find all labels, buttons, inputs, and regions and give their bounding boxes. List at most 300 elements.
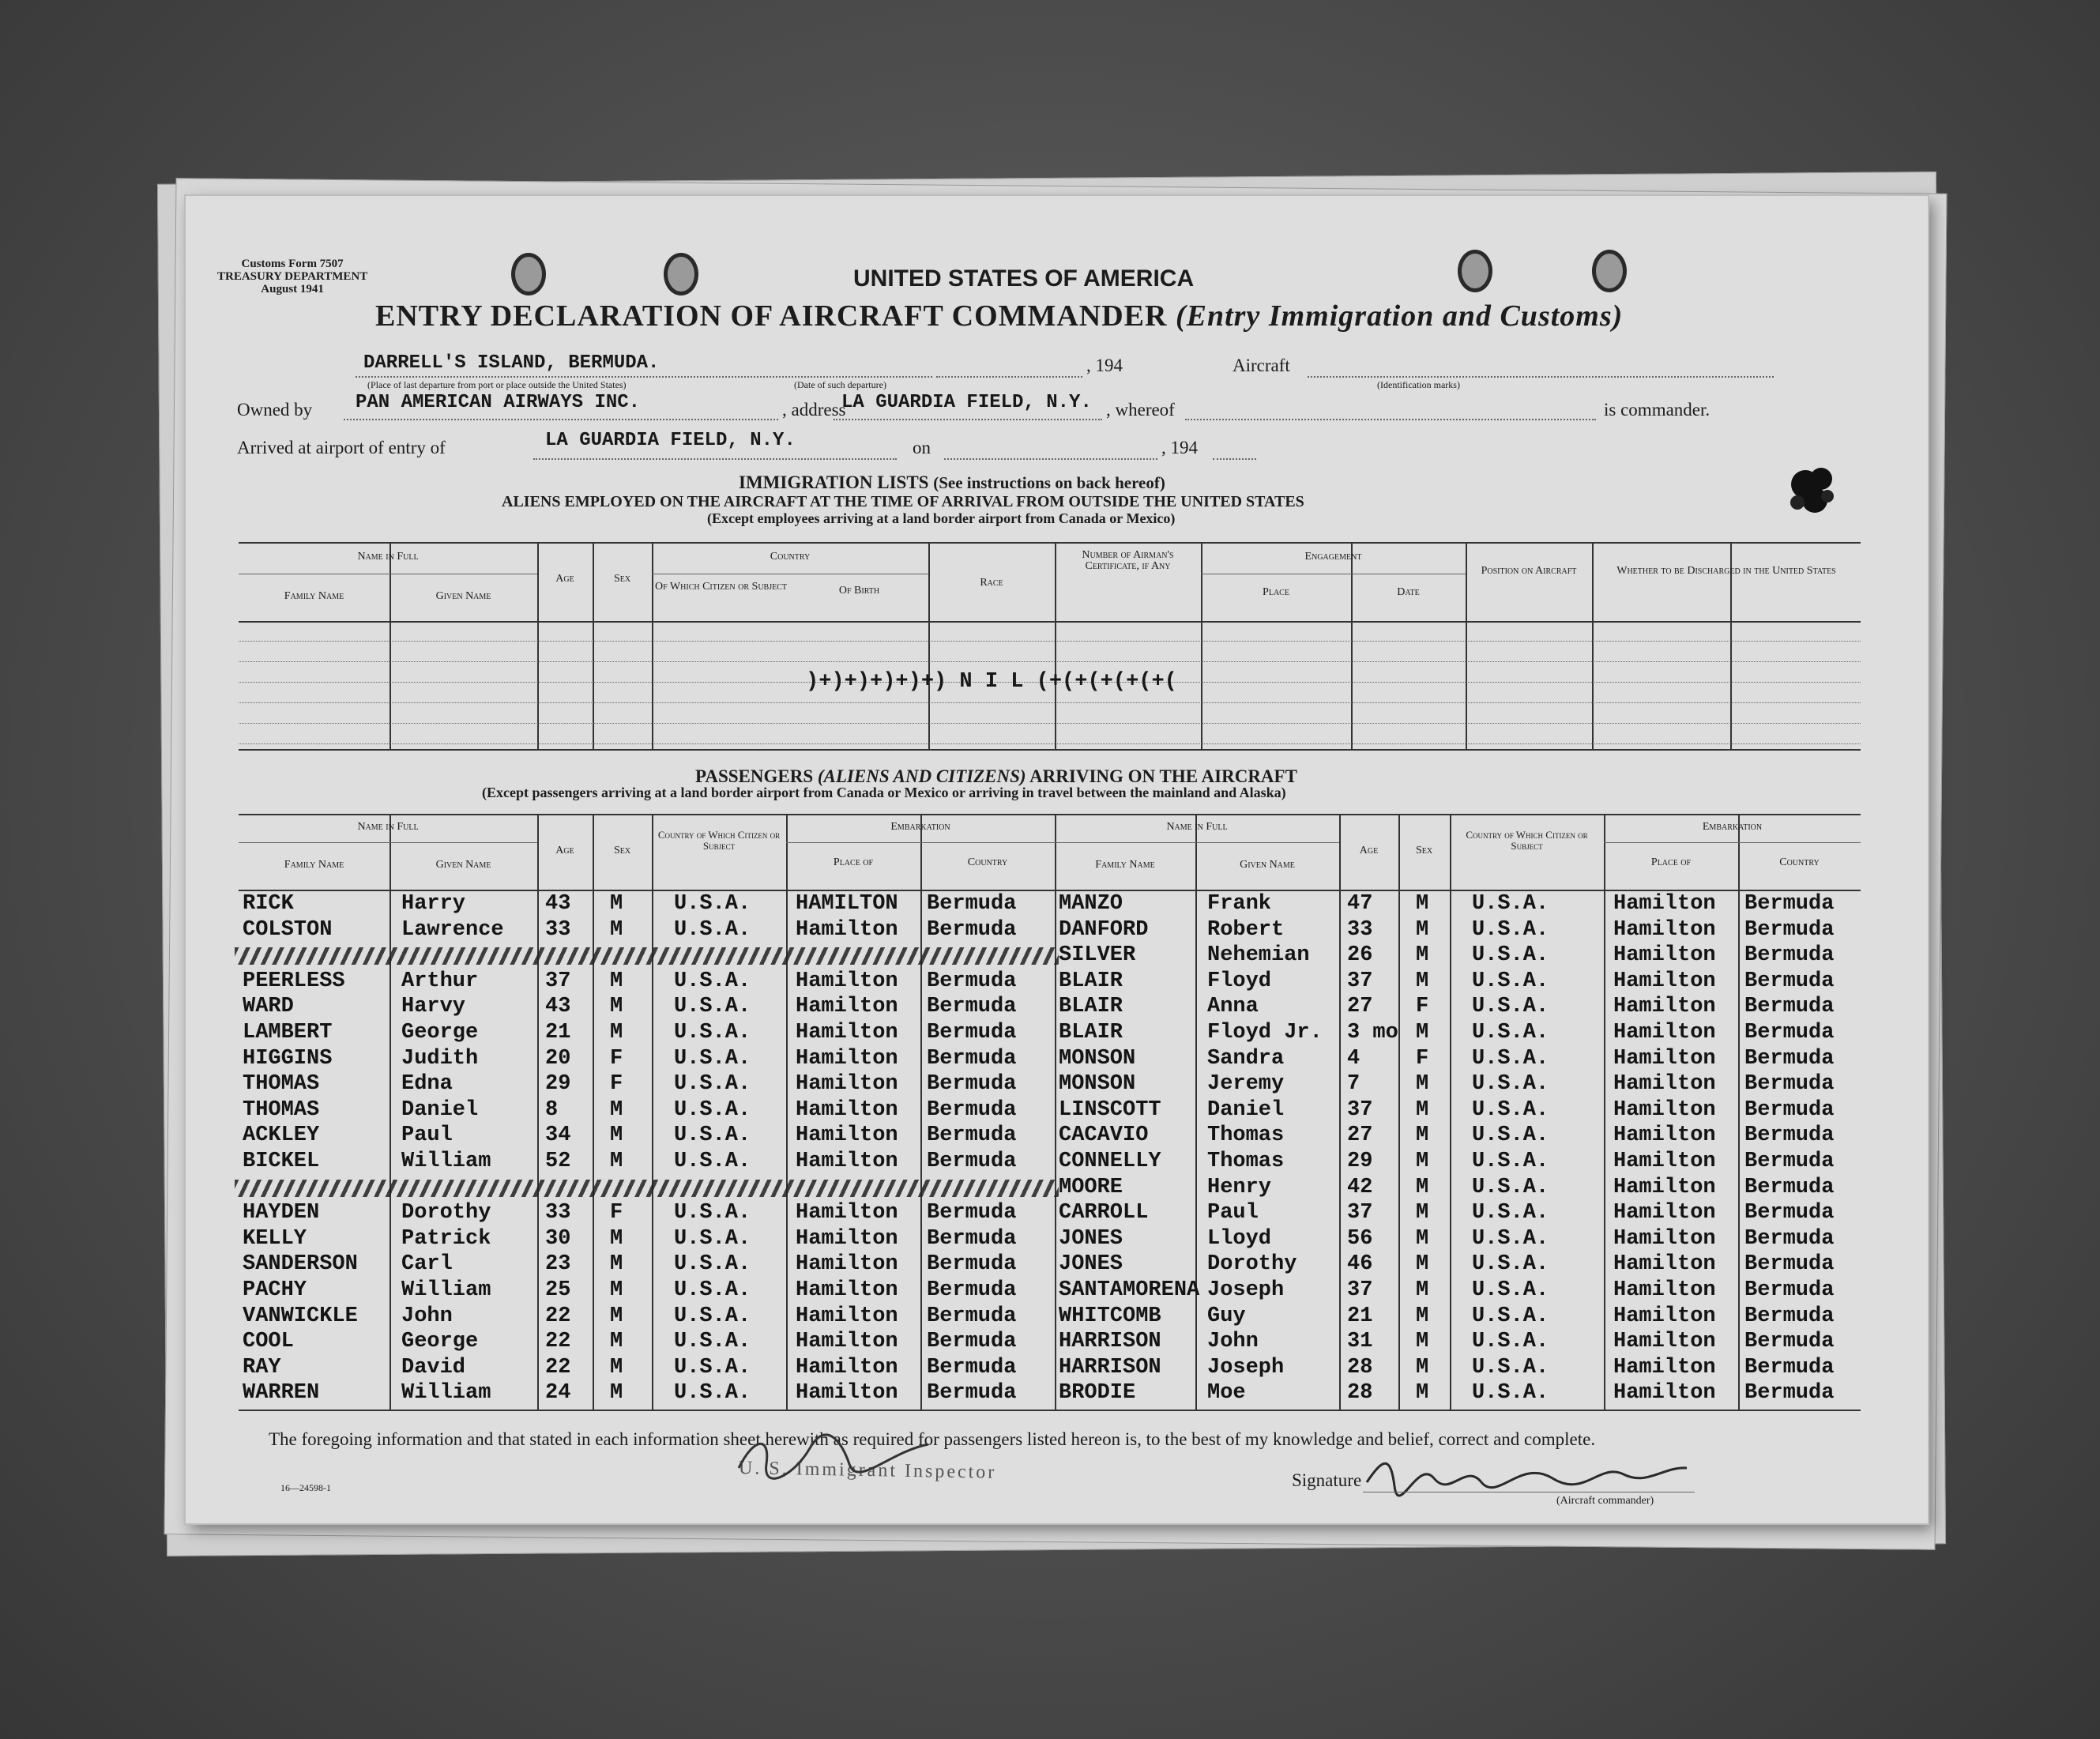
department: TREASURY DEPARTMENT bbox=[217, 270, 368, 283]
place-cell: Hamilton bbox=[1613, 969, 1716, 993]
given-name-cell: Judith bbox=[401, 1046, 479, 1071]
given-name-cell: Carl bbox=[401, 1252, 453, 1277]
arrival-year-line bbox=[1213, 458, 1256, 460]
sex-cell: M bbox=[1416, 1252, 1429, 1277]
family-name-cell: LINSCOTT bbox=[1059, 1097, 1161, 1122]
given-name-cell: Patrick bbox=[401, 1226, 491, 1251]
sex-cell: M bbox=[610, 1252, 623, 1277]
country-cell: Bermuda bbox=[927, 969, 1017, 993]
pass-col-divider bbox=[390, 814, 391, 1410]
owner-address: LA GUARDIA FIELD, N.Y. bbox=[841, 392, 1092, 413]
country-cell: Bermuda bbox=[927, 1381, 1017, 1406]
departure-place-caption: (Place of last departure from port or place outside the United States) bbox=[367, 379, 627, 390]
pass-col-divider bbox=[1604, 814, 1605, 1410]
family-name-cell: MONSON bbox=[1059, 1046, 1136, 1071]
country-cell: Bermuda bbox=[1744, 917, 1835, 942]
country-cell: Bermuda bbox=[927, 1201, 1017, 1225]
aliens-col-position: Position on Aircraft bbox=[1481, 565, 1577, 577]
given-name-cell: George bbox=[401, 1330, 479, 1354]
sex-cell: M bbox=[1416, 1097, 1429, 1122]
pass-right-col-family-name: Family Name bbox=[1095, 859, 1155, 871]
aliens-col-place: Place bbox=[1263, 586, 1289, 598]
arrival-airport-line bbox=[533, 458, 897, 460]
signature-caption: (Aircraft commander) bbox=[1556, 1495, 1654, 1507]
place-cell: Hamilton bbox=[1613, 1278, 1716, 1302]
punch-hole bbox=[1458, 250, 1492, 292]
given-name-cell: Arthur bbox=[401, 969, 479, 993]
whereof-label: , whereof bbox=[1106, 400, 1175, 420]
country-cell: Bermuda bbox=[927, 1252, 1017, 1277]
pass-name-sub bbox=[1055, 842, 1339, 843]
given-name-cell: Joseph bbox=[1207, 1278, 1285, 1302]
sex-cell: M bbox=[610, 1150, 623, 1173]
form-footer-code: 16—24598-1 bbox=[280, 1482, 331, 1493]
family-name-cell: SILVER bbox=[1059, 943, 1136, 968]
pass-col-divider bbox=[1450, 814, 1451, 1410]
pass-left-col-place-of: Place of bbox=[833, 856, 874, 868]
sex-cell: M bbox=[1416, 892, 1429, 916]
family-name-cell: BRODIE bbox=[1059, 1381, 1136, 1406]
place-cell: Hamilton bbox=[1613, 1175, 1716, 1199]
place-cell: Hamilton bbox=[1613, 943, 1716, 968]
aliens-header-bottom bbox=[239, 621, 1861, 623]
country-cell: Bermuda bbox=[1744, 1046, 1835, 1071]
sex-cell: M bbox=[1416, 1072, 1429, 1097]
country-cell: Bermuda bbox=[1744, 1021, 1835, 1045]
pass-left-col-citizen: Country of Which Citizen or Subject bbox=[657, 829, 781, 852]
country-cell: Bermuda bbox=[927, 1072, 1017, 1097]
place-cell: Hamilton bbox=[796, 1046, 898, 1071]
citizen-cell: U.S.A. bbox=[674, 995, 751, 1019]
pass-left-col-family-name: Family Name bbox=[284, 859, 344, 871]
given-name-cell: Jeremy bbox=[1207, 1072, 1285, 1097]
sex-cell: M bbox=[1416, 1021, 1429, 1045]
citizen-cell: U.S.A. bbox=[1472, 1124, 1549, 1148]
ink-blot bbox=[1782, 457, 1845, 528]
country-cell: Bermuda bbox=[927, 1046, 1017, 1071]
sex-cell: F bbox=[610, 1046, 623, 1071]
place-cell: Hamilton bbox=[796, 1355, 898, 1380]
family-name-cell: BLAIR bbox=[1059, 1021, 1123, 1045]
family-name-cell: HAYDEN bbox=[243, 1201, 320, 1225]
citizen-cell: U.S.A. bbox=[1472, 1072, 1549, 1097]
sex-cell: M bbox=[610, 1355, 623, 1380]
country-cell: Bermuda bbox=[927, 1304, 1017, 1328]
pass-left-col-given-name: Given Name bbox=[435, 859, 491, 871]
citizen-cell: U.S.A. bbox=[1472, 1252, 1549, 1277]
citizen-cell: U.S.A. bbox=[674, 1072, 751, 1097]
pass-col-divider bbox=[1738, 814, 1740, 1410]
given-name-cell: William bbox=[401, 1150, 491, 1173]
citizen-cell: U.S.A. bbox=[674, 1150, 751, 1173]
family-name-cell: HARRISON bbox=[1059, 1330, 1161, 1354]
departure-place-line bbox=[356, 376, 932, 378]
sex-cell: M bbox=[610, 1097, 623, 1122]
citizen-cell: U.S.A. bbox=[1472, 995, 1549, 1019]
family-name-cell: COOL bbox=[243, 1330, 294, 1354]
aliens-row-line bbox=[239, 641, 1861, 642]
passengers-note: (Except passengers arriving at a land border airport from Canada or Mexico or arriving in travel between the mainland and Alaska) bbox=[482, 785, 1286, 800]
passengers-title-rest: ARRIVING ON THE AIRCRAFT bbox=[1029, 766, 1297, 786]
aircraft-caption: (Identification marks) bbox=[1377, 379, 1460, 390]
aliens-col-name-in-full: Name in Full bbox=[357, 551, 419, 563]
family-name-cell: BICKEL bbox=[243, 1150, 320, 1173]
age-cell: 56 bbox=[1347, 1226, 1373, 1251]
place-cell: Hamilton bbox=[796, 1097, 898, 1122]
age-cell: 25 bbox=[545, 1278, 571, 1302]
sex-cell: M bbox=[610, 1304, 623, 1328]
aliens-col-sex: Sex bbox=[613, 573, 631, 585]
country-cell: Bermuda bbox=[1744, 1175, 1835, 1199]
passengers-title: PASSENGERS bbox=[695, 766, 814, 786]
form-id-block bbox=[217, 258, 367, 295]
given-name-cell: Floyd Jr. bbox=[1207, 1021, 1323, 1045]
punch-hole bbox=[664, 253, 698, 295]
sex-cell: M bbox=[1416, 1201, 1429, 1225]
aliens-row-line bbox=[239, 743, 1861, 744]
age-cell: 43 bbox=[545, 995, 571, 1019]
age-cell: 20 bbox=[545, 1046, 571, 1071]
given-name-cell: William bbox=[401, 1278, 491, 1302]
pass-col-divider bbox=[652, 814, 653, 1410]
given-name-cell: Nehemian bbox=[1207, 943, 1310, 968]
form-number: Customs Form 7507 bbox=[241, 258, 344, 270]
given-name-cell: Dorothy bbox=[1207, 1252, 1297, 1277]
place-cell: Hamilton bbox=[796, 1278, 898, 1302]
immigration-note: (See instructions on back hereof) bbox=[933, 473, 1165, 492]
aliens-heading: ALIENS EMPLOYED ON THE AIRCRAFT AT THE TIME OF ARRIVAL FROM OUTSIDE THE UNITED STATES bbox=[502, 493, 1304, 510]
sex-cell: M bbox=[1416, 917, 1429, 942]
sex-cell: M bbox=[1416, 1381, 1429, 1406]
citizen-cell: U.S.A. bbox=[674, 1021, 751, 1045]
age-cell: 29 bbox=[1347, 1150, 1373, 1173]
citizen-cell: U.S.A. bbox=[674, 1252, 751, 1277]
place-cell: Hamilton bbox=[1613, 1124, 1716, 1148]
place-cell: Hamilton bbox=[796, 1072, 898, 1097]
place-cell: HAMILTON bbox=[796, 892, 898, 916]
citizen-cell: U.S.A. bbox=[674, 1226, 751, 1251]
place-cell: Hamilton bbox=[796, 1201, 898, 1225]
struck-out-row bbox=[235, 1180, 1059, 1197]
aliens-col-discharged: Whether to be Discharged in the United States bbox=[1616, 565, 1836, 577]
citizen-cell: U.S.A. bbox=[674, 1355, 751, 1380]
family-name-cell: KELLY bbox=[243, 1226, 307, 1251]
family-name-cell: CACAVIO bbox=[1059, 1124, 1149, 1148]
given-name-cell: Frank bbox=[1207, 892, 1272, 916]
family-name-cell: THOMAS bbox=[243, 1097, 320, 1122]
arrival-airport: LA GUARDIA FIELD, N.Y. bbox=[545, 430, 796, 451]
family-name-cell: RICK bbox=[243, 892, 294, 916]
pass-col-divider bbox=[920, 814, 922, 1410]
place-cell: Hamilton bbox=[1613, 917, 1716, 942]
given-name-cell: Joseph bbox=[1207, 1355, 1285, 1380]
family-name-cell: LAMBERT bbox=[243, 1021, 333, 1045]
pass-col-divider bbox=[1339, 814, 1341, 1410]
sex-cell: M bbox=[610, 969, 623, 993]
arrival-year: , 194 bbox=[1161, 438, 1198, 457]
aliens-col-race: Race bbox=[980, 577, 1003, 589]
given-name-cell: Henry bbox=[1207, 1175, 1272, 1199]
sex-cell: M bbox=[610, 1226, 623, 1251]
given-name-cell: Lawrence bbox=[401, 917, 504, 942]
immigration-heading bbox=[739, 472, 1165, 493]
country-cell: Bermuda bbox=[1744, 1124, 1835, 1148]
owned-by-label: Owned by bbox=[237, 400, 313, 420]
age-cell: 33 bbox=[545, 1201, 571, 1225]
pass-right-col-citizen: Country of Which Citizen or Subject bbox=[1466, 829, 1588, 852]
citizen-cell: U.S.A. bbox=[1472, 1304, 1549, 1328]
pass-col-divider bbox=[1195, 814, 1197, 1410]
age-cell: 46 bbox=[1347, 1252, 1373, 1277]
country-cell: Bermuda bbox=[1744, 892, 1835, 916]
departure-date-caption: (Date of such departure) bbox=[794, 379, 886, 390]
family-name-cell: BLAIR bbox=[1059, 969, 1123, 993]
arrived-label: Arrived at airport of entry of bbox=[237, 438, 446, 457]
pass-emb-sub bbox=[786, 842, 1055, 843]
place-cell: Hamilton bbox=[1613, 892, 1716, 916]
pass-col-divider bbox=[537, 814, 539, 1410]
family-name-cell: SANTAMORENA bbox=[1059, 1278, 1200, 1302]
country-cell: Bermuda bbox=[927, 892, 1017, 916]
age-cell: 43 bbox=[545, 892, 571, 916]
aliens-col-divider bbox=[928, 542, 930, 749]
sex-cell: M bbox=[610, 1278, 623, 1302]
place-cell: Hamilton bbox=[796, 1381, 898, 1406]
owner-line bbox=[344, 419, 778, 420]
given-name-cell: Robert bbox=[1207, 917, 1285, 942]
country-title: UNITED STATES OF AMERICA bbox=[853, 265, 1195, 292]
aliens-row-line bbox=[239, 702, 1861, 703]
place-cell: Hamilton bbox=[1613, 1097, 1716, 1122]
place-cell: Hamilton bbox=[796, 1150, 898, 1173]
given-name-cell: Paul bbox=[1207, 1201, 1259, 1225]
country-cell: Bermuda bbox=[1744, 1304, 1835, 1328]
family-name-cell: VANWICKLE bbox=[243, 1304, 358, 1328]
pass-table-bottom bbox=[239, 1410, 1861, 1411]
nil-entry: )+)+)+)+)+) N I L (+(+(+(+(+( bbox=[806, 670, 1177, 694]
citizen-cell: U.S.A. bbox=[1472, 1097, 1549, 1122]
citizen-cell: U.S.A. bbox=[674, 1304, 751, 1328]
form-sheet bbox=[186, 196, 1928, 1523]
age-cell: 22 bbox=[545, 1304, 571, 1328]
pass-left-col-embarkation: Embarkation bbox=[890, 821, 950, 833]
age-cell: 28 bbox=[1347, 1381, 1373, 1406]
age-cell: 37 bbox=[1347, 1201, 1373, 1225]
signature-label: Signature bbox=[1292, 1470, 1362, 1490]
pass-header-bottom bbox=[239, 890, 1861, 891]
punch-hole bbox=[1592, 250, 1627, 292]
aliens-col-citizen: Of Which Citizen or Subject bbox=[655, 581, 787, 593]
passengers-title-italic: (ALIENS AND CITIZENS) bbox=[817, 766, 1026, 786]
age-cell: 37 bbox=[545, 969, 571, 993]
pass-right-col-embarkation: Embarkation bbox=[1702, 821, 1763, 833]
family-name-cell: WARD bbox=[243, 995, 294, 1019]
pass-col-divider bbox=[1055, 814, 1056, 1410]
age-cell: 37 bbox=[1347, 969, 1373, 993]
given-name-cell: Harry bbox=[401, 892, 466, 916]
age-cell: 34 bbox=[545, 1124, 571, 1148]
form-title-sub: (Entry Immigration and Customs) bbox=[1175, 299, 1624, 333]
aircraft-line bbox=[1308, 376, 1774, 378]
place-cell: Hamilton bbox=[796, 1124, 898, 1148]
country-cell: Bermuda bbox=[927, 995, 1017, 1019]
place-cell: Hamilton bbox=[796, 995, 898, 1019]
sex-cell: M bbox=[1416, 1124, 1429, 1148]
family-name-cell: COLSTON bbox=[243, 917, 333, 942]
country-cell: Bermuda bbox=[1744, 1355, 1835, 1380]
country-cell: Bermuda bbox=[1744, 943, 1835, 968]
country-cell: Bermuda bbox=[1744, 969, 1835, 993]
commander-signature bbox=[1363, 1451, 1695, 1498]
age-cell: 4 bbox=[1347, 1046, 1360, 1071]
citizen-cell: U.S.A. bbox=[1472, 1046, 1549, 1071]
punch-hole bbox=[511, 253, 546, 295]
given-name-cell: Guy bbox=[1207, 1304, 1246, 1328]
age-cell: 52 bbox=[545, 1150, 571, 1173]
citizen-cell: U.S.A. bbox=[1472, 917, 1549, 942]
commander-line bbox=[1185, 419, 1596, 420]
aliens-note: (Except employees arriving at a land border airport from Canada or Mexico) bbox=[707, 510, 1176, 526]
form-date: August 1941 bbox=[261, 283, 324, 295]
place-cell: Hamilton bbox=[796, 1252, 898, 1277]
place-cell: Hamilton bbox=[1613, 1021, 1716, 1045]
commander-label: is commander. bbox=[1604, 400, 1710, 420]
place-cell: Hamilton bbox=[796, 1304, 898, 1328]
age-cell: 31 bbox=[1347, 1330, 1373, 1354]
sex-cell: M bbox=[610, 1330, 623, 1354]
given-name-cell: Anna bbox=[1207, 995, 1259, 1019]
given-name-cell: Daniel bbox=[1207, 1097, 1285, 1122]
family-name-cell: JONES bbox=[1059, 1226, 1123, 1251]
given-name-cell: George bbox=[401, 1021, 479, 1045]
family-name-cell: CARROLL bbox=[1059, 1201, 1149, 1225]
address-label: , address bbox=[782, 400, 846, 420]
sex-cell: M bbox=[1416, 1226, 1429, 1251]
family-name-cell: JONES bbox=[1059, 1252, 1123, 1277]
sex-cell: M bbox=[610, 1381, 623, 1406]
pass-left-col-country: Country bbox=[967, 856, 1008, 868]
given-name-cell: Edna bbox=[401, 1072, 453, 1097]
country-cell: Bermuda bbox=[1744, 1072, 1835, 1097]
family-name-cell: SANDERSON bbox=[243, 1252, 358, 1277]
country-cell: Bermuda bbox=[1744, 1252, 1835, 1277]
citizen-cell: U.S.A. bbox=[1472, 1355, 1549, 1380]
age-cell: 28 bbox=[1347, 1355, 1373, 1380]
aliens-col-given-name: Given Name bbox=[435, 590, 491, 602]
given-name-cell: David bbox=[401, 1355, 466, 1380]
sex-cell: M bbox=[610, 995, 623, 1019]
aliens-col-engagement: Engagement bbox=[1304, 551, 1362, 563]
age-cell: 7 bbox=[1347, 1072, 1360, 1097]
family-name-cell: WARREN bbox=[243, 1381, 320, 1406]
age-cell: 21 bbox=[1347, 1304, 1373, 1328]
given-name-cell: William bbox=[401, 1381, 491, 1406]
struck-out-row bbox=[235, 947, 1059, 965]
citizen-cell: U.S.A. bbox=[674, 1046, 751, 1071]
place-cell: Hamilton bbox=[1613, 1226, 1716, 1251]
sex-cell: M bbox=[610, 1021, 623, 1045]
country-cell: Bermuda bbox=[927, 1150, 1017, 1173]
certification-statement: The foregoing information and that stated in each information sheet herewith as required for passengers listed hereon is, to the best of my knowledge and belief, correct and complete. bbox=[269, 1429, 1596, 1449]
place-cell: Hamilton bbox=[1613, 1355, 1716, 1380]
age-cell: 33 bbox=[545, 917, 571, 942]
place-cell: Hamilton bbox=[796, 1330, 898, 1354]
age-cell: 21 bbox=[545, 1021, 571, 1045]
age-cell: 37 bbox=[1347, 1278, 1373, 1302]
form-title-main: ENTRY DECLARATION OF AIRCRAFT COMMANDER bbox=[375, 299, 1168, 333]
age-cell: 26 bbox=[1347, 943, 1373, 968]
citizen-cell: U.S.A. bbox=[674, 969, 751, 993]
pass-col-divider bbox=[593, 814, 594, 1410]
family-name-cell: MANZO bbox=[1059, 892, 1123, 916]
owner-name: PAN AMERICAN AIRWAYS INC. bbox=[356, 392, 641, 413]
sex-cell: F bbox=[1416, 995, 1429, 1019]
arrival-date-line bbox=[944, 458, 1157, 460]
immigration-title: IMMIGRATION LISTS bbox=[739, 472, 929, 492]
place-cell: Hamilton bbox=[1613, 1046, 1716, 1071]
country-cell: Bermuda bbox=[1744, 1330, 1835, 1354]
pass-table-top bbox=[239, 814, 1861, 815]
citizen-cell: U.S.A. bbox=[674, 1097, 751, 1122]
place-cell: Hamilton bbox=[1613, 1381, 1716, 1406]
family-name-cell: PEERLESS bbox=[243, 969, 345, 993]
given-name-cell: John bbox=[401, 1304, 453, 1328]
age-cell: 22 bbox=[545, 1330, 571, 1354]
sex-cell: M bbox=[1416, 1278, 1429, 1302]
aliens-col-country: Country bbox=[770, 551, 811, 563]
citizen-cell: U.S.A. bbox=[1472, 892, 1549, 916]
country-cell: Bermuda bbox=[1744, 1150, 1835, 1173]
pass-emb-sub bbox=[1604, 842, 1861, 843]
pass-left-col-sex: Sex bbox=[613, 845, 631, 856]
age-cell: 23 bbox=[545, 1252, 571, 1277]
age-cell: 30 bbox=[545, 1226, 571, 1251]
sex-cell: M bbox=[610, 1124, 623, 1148]
family-name-cell: WHITCOMB bbox=[1059, 1304, 1161, 1328]
aliens-table-top bbox=[239, 542, 1861, 544]
aliens-col-certificate: Number of Airman's Certificate, if Any bbox=[1082, 549, 1174, 572]
sex-cell: F bbox=[610, 1072, 623, 1097]
country-cell: Bermuda bbox=[927, 1355, 1017, 1380]
country-cell: Bermuda bbox=[1744, 1278, 1835, 1302]
aliens-col-family-name: Family Name bbox=[284, 590, 344, 602]
sex-cell: M bbox=[1416, 1150, 1429, 1173]
family-name-cell: DANFORD bbox=[1059, 917, 1149, 942]
aliens-col-date: Date bbox=[1397, 586, 1420, 598]
sex-cell: M bbox=[1416, 969, 1429, 993]
country-cell: Bermuda bbox=[1744, 1381, 1835, 1406]
citizen-cell: U.S.A. bbox=[674, 1330, 751, 1354]
family-name-cell: PACHY bbox=[243, 1278, 307, 1302]
age-cell: 47 bbox=[1347, 892, 1373, 916]
place-cell: Hamilton bbox=[796, 1226, 898, 1251]
sex-cell: M bbox=[610, 892, 623, 916]
inspector-stamp: U. S. Immigrant Inspector bbox=[738, 1458, 997, 1483]
sex-cell: F bbox=[610, 1201, 623, 1225]
citizen-cell: U.S.A. bbox=[1472, 1201, 1549, 1225]
age-cell: 42 bbox=[1347, 1175, 1373, 1199]
family-name-cell: CONNELLY bbox=[1059, 1150, 1161, 1173]
pass-right-col-given-name: Given Name bbox=[1240, 859, 1295, 871]
sex-cell: M bbox=[1416, 1330, 1429, 1354]
family-name-cell: BLAIR bbox=[1059, 995, 1123, 1019]
aliens-row-line bbox=[239, 723, 1861, 724]
citizen-cell: U.S.A. bbox=[1472, 1330, 1549, 1354]
sex-cell: M bbox=[1416, 1355, 1429, 1380]
family-name-cell: RAY bbox=[243, 1355, 281, 1380]
aliens-row-line bbox=[239, 661, 1861, 662]
family-name-cell: MOORE bbox=[1059, 1175, 1123, 1199]
